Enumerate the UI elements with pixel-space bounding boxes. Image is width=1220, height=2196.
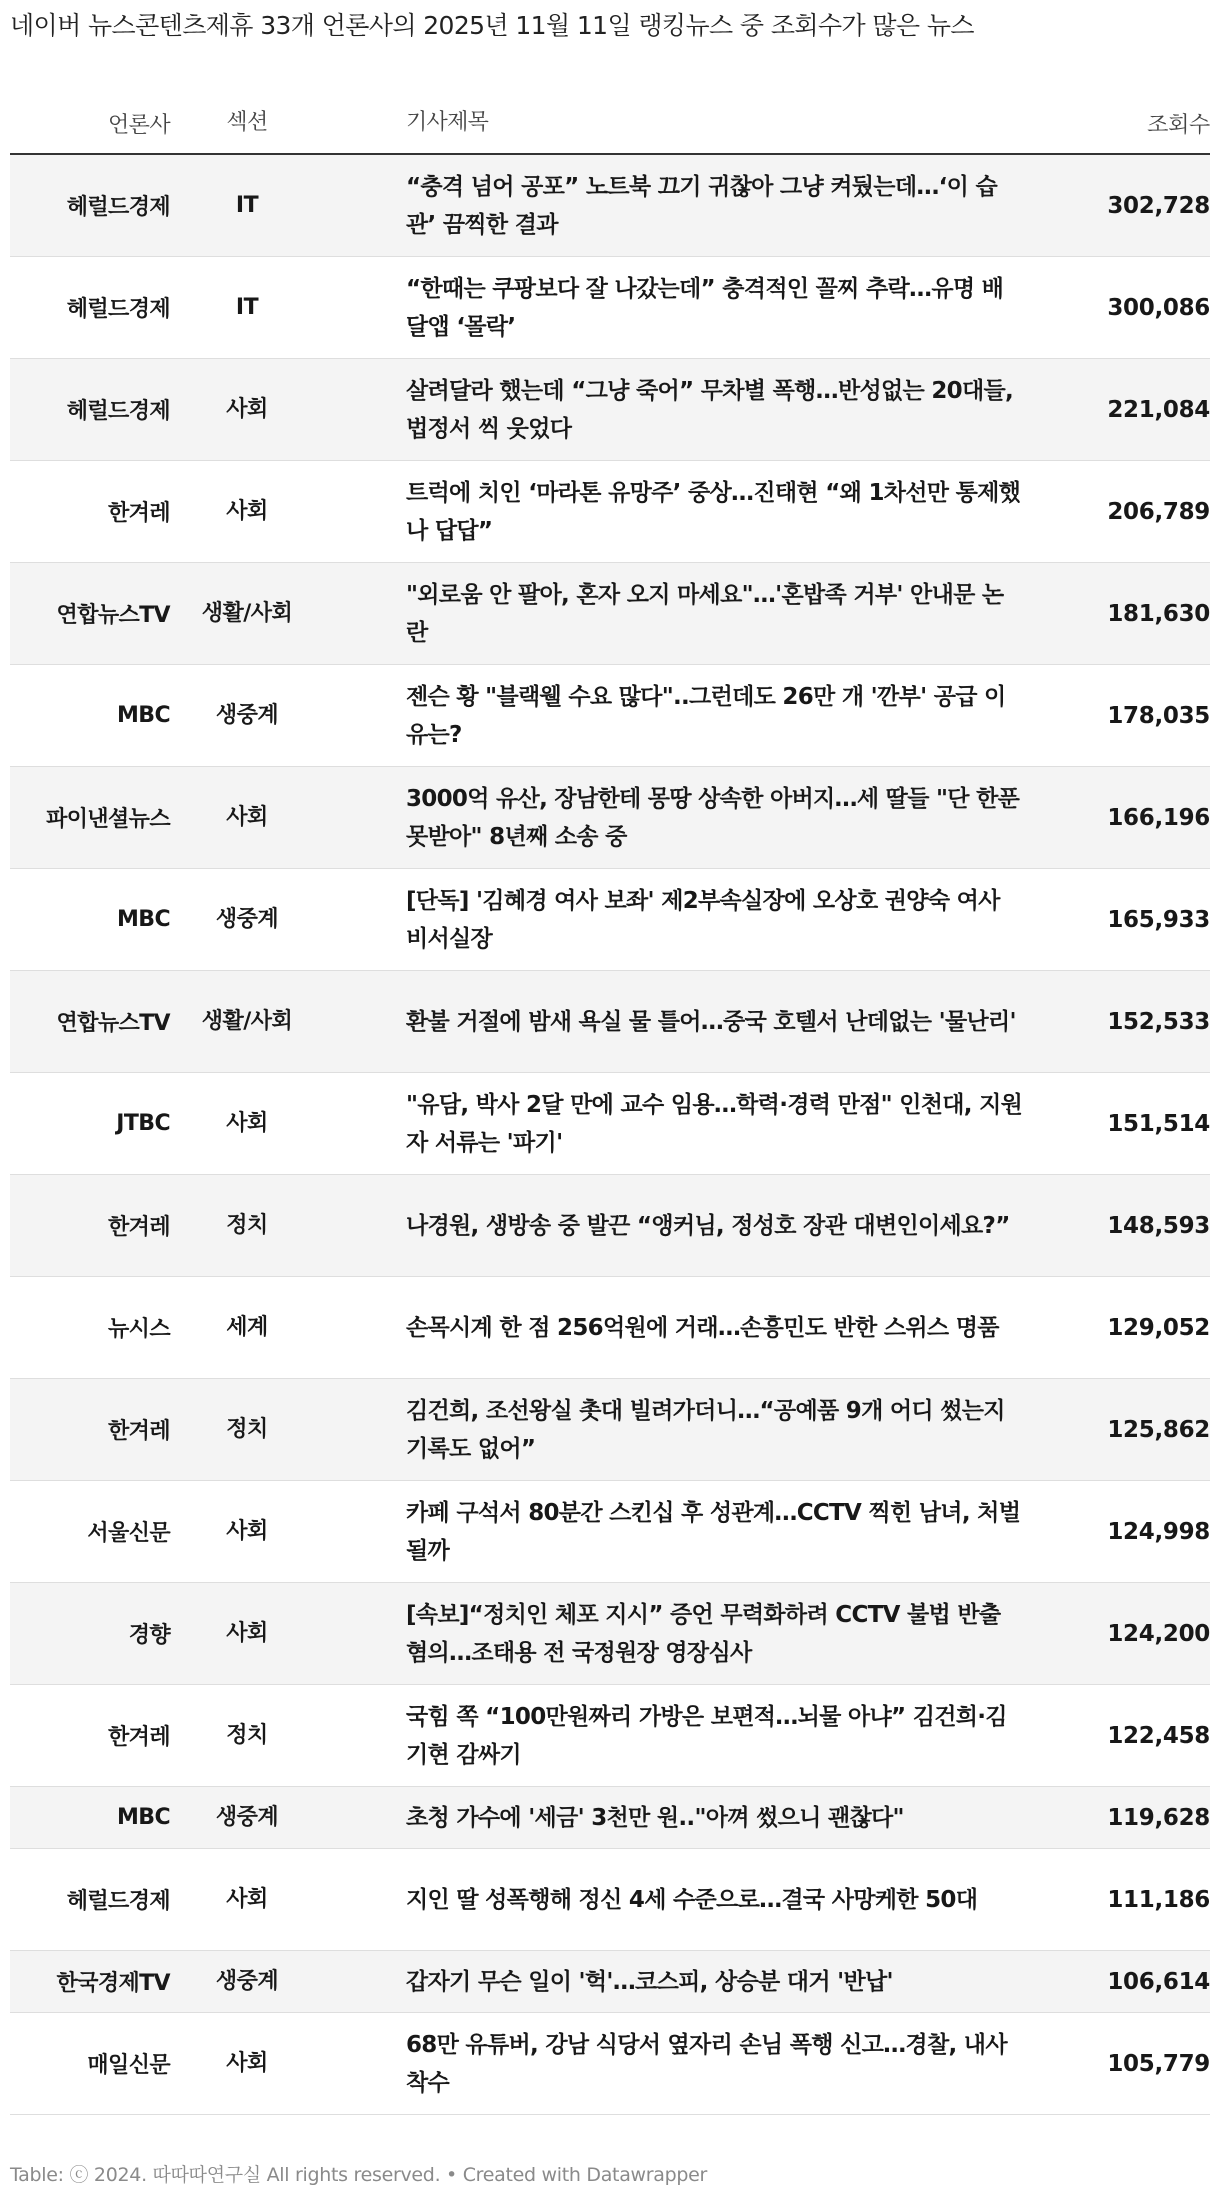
table-row — [10, 1787, 1210, 1849]
headline-cell: “충격 넘어 공포” 노트북 끄기 귀찮아 그냥 켜뒀는데…‘이 습관’ 끔찍한 결과 — [406, 173, 998, 238]
table-row — [10, 257, 1210, 359]
ranking-table — [10, 93, 1210, 2115]
table-row — [10, 1277, 1210, 1379]
views-cell: 119,628 — [1107, 1804, 1210, 1831]
section-cell: IT — [235, 294, 259, 320]
press-cell: 연합뉴스TV — [56, 1011, 170, 1036]
table-row — [10, 155, 1210, 257]
section-cell: 정치 — [226, 1416, 268, 1442]
headline-cell: "외로움 안 팔아, 혼자 오지 마세요"…'혼밥족 거부' 안내문 논란 — [406, 581, 1004, 646]
table-row — [10, 461, 1210, 563]
table-row — [10, 359, 1210, 461]
section-cell: 사회 — [226, 498, 268, 524]
headline-cell: [단독] '김혜경 여사 보좌' 제2부속실장에 오상호 권양숙 여사 비서실장 — [406, 887, 1000, 952]
press-cell: 한국경제TV — [56, 1971, 170, 1996]
headline-cell: 젠슨 황 "블랙웰 수요 많다"..그런데도 26만 개 '깐부' 공급 이유는? — [406, 683, 1006, 748]
table-row — [10, 1583, 1210, 1685]
press-cell: 헤럴드경제 — [66, 399, 170, 424]
table-title: 네이버 뉴스콘텐츠제휴 33개 언론사의 2025년 11월 11일 랭킹뉴스 중 조회수가 많은 뉴스 — [10, 11, 974, 40]
headline-cell: 트럭에 치인 ‘마라톤 유망주’ 중상…진태현 “왜 1차선만 통제했나 답답” — [406, 479, 1021, 544]
views-cell: 106,614 — [1107, 1968, 1210, 1995]
table-row — [10, 767, 1210, 869]
headline-cell: 손목시계 한 점 256억원에 거래…손흥민도 반한 스위스 명품 — [406, 1314, 999, 1341]
views-cell: 124,998 — [1107, 1518, 1210, 1545]
views-cell: 178,035 — [1107, 702, 1210, 729]
press-cell: MBC — [116, 1805, 170, 1830]
headline-cell: 초청 가수에 '세금' 3천만 원.."아껴 썼으니 괜찮다" — [406, 1804, 904, 1831]
press-cell: 경향 — [128, 1623, 170, 1648]
views-cell: 206,789 — [1107, 498, 1210, 525]
press-cell: 헤럴드경제 — [66, 297, 170, 322]
section-cell: 사회 — [226, 1518, 268, 1544]
section-cell: IT — [235, 192, 259, 218]
headline-cell: 살려달라 했는데 “그냥 죽어” 무차별 폭행…반성없는 20대들, 법정서 씩 웃었다 — [406, 377, 1014, 442]
press-cell: 서울신문 — [87, 1521, 170, 1546]
section-cell: 정치 — [226, 1722, 268, 1748]
press-cell: 한겨레 — [108, 1725, 170, 1750]
views-cell: 125,862 — [1107, 1416, 1210, 1443]
views-cell: 181,630 — [1107, 600, 1210, 627]
table-row — [10, 971, 1210, 1073]
views-cell: 302,728 — [1107, 192, 1210, 219]
section-cell: 사회 — [226, 2050, 268, 2076]
views-cell: 221,084 — [1107, 396, 1210, 423]
headline-cell: 68만 유튜버, 강남 식당서 옆자리 손님 폭행 신고…경찰, 내사 착수 — [406, 2031, 1007, 2096]
press-cell: 뉴시스 — [108, 1317, 170, 1342]
section-cell: 정치 — [226, 1212, 268, 1238]
press-cell: MBC — [116, 703, 170, 728]
views-cell: 105,779 — [1107, 2050, 1210, 2077]
table-row — [10, 1849, 1210, 1951]
views-cell: 129,052 — [1107, 1314, 1210, 1341]
headline-cell: 나경원, 생방송 중 발끈 “앵커님, 정성호 장관 대변인이세요?” — [406, 1212, 1010, 1239]
press-cell: 한겨레 — [108, 501, 170, 526]
section-cell: 생중계 — [215, 1804, 279, 1830]
press-cell: 연합뉴스TV — [56, 603, 170, 628]
headline-cell: 갑자기 무슨 일이 '헉'…코스피, 상승분 대거 '반납' — [406, 1968, 893, 1995]
section-cell: 생중계 — [215, 906, 279, 932]
table-row — [10, 563, 1210, 665]
table-row — [10, 1175, 1210, 1277]
table-row — [10, 869, 1210, 971]
views-cell: 300,086 — [1107, 294, 1210, 321]
headline-cell: 환불 거절에 밤새 욕실 물 틀어…중국 호텔서 난데없는 '물난리' — [406, 1008, 1016, 1035]
press-cell: 파이낸셜뉴스 — [46, 807, 170, 832]
section-cell: 세계 — [226, 1314, 268, 1340]
table-row — [10, 1685, 1210, 1787]
table-row — [10, 1379, 1210, 1481]
press-cell: 한겨레 — [108, 1215, 170, 1240]
table-header — [10, 93, 1210, 155]
headline-cell: 국힘 쪽 “100만원짜리 가방은 보편적…뇌물 아냐” 김건희·김기현 감싸기 — [406, 1703, 1007, 1768]
views-cell: 124,200 — [1107, 1620, 1210, 1647]
table-row — [10, 1481, 1210, 1583]
section-cell: 생중계 — [215, 1968, 279, 1994]
views-cell: 151,514 — [1107, 1110, 1210, 1137]
press-cell: MBC — [116, 907, 170, 932]
press-cell: 헤럴드경제 — [66, 195, 170, 220]
table-row — [10, 665, 1210, 767]
headline-cell: 김건희, 조선왕실 촛대 빌려가더니…“공예품 9개 어디 썼는지 기록도 없어” — [406, 1397, 1005, 1462]
headline-cell: “한때는 쿠팡보다 잘 나갔는데” 충격적인 꼴찌 추락…유명 배달앱 ‘몰락’ — [406, 275, 1004, 340]
section-cell: 생활/사회 — [201, 600, 293, 626]
press-cell: 한겨레 — [108, 1419, 170, 1444]
section-cell: 사회 — [226, 1110, 268, 1136]
table-row — [10, 1073, 1210, 1175]
headline-cell: 지인 딸 성폭행해 정신 4세 수준으로…결국 사망케한 50대 — [406, 1886, 978, 1913]
headline-cell: 3000억 유산, 장남한테 몽땅 상속한 아버지…세 딸들 "단 한푼 못받아" 8년째 소송 중 — [406, 785, 1020, 850]
views-cell: 166,196 — [1107, 804, 1210, 831]
column-header-headline[interactable]: 기사제목 — [406, 110, 489, 135]
table-row — [10, 1951, 1210, 2013]
views-cell: 111,186 — [1107, 1886, 1210, 1913]
views-cell: 165,933 — [1107, 906, 1210, 933]
views-cell: 148,593 — [1107, 1212, 1210, 1239]
table-row — [10, 2013, 1210, 2115]
headline-cell: [속보]“정치인 체포 지시” 증언 무력화하려 CCTV 불법 반출 혐의…조태용 전 국정원장 영장심사 — [406, 1601, 1001, 1666]
section-cell: 사회 — [226, 1886, 268, 1912]
column-header-press[interactable]: 언론사 — [108, 112, 170, 138]
press-cell: 헤럴드경제 — [66, 1889, 170, 1914]
views-cell: 152,533 — [1107, 1008, 1210, 1035]
press-cell: 매일신문 — [87, 2053, 170, 2078]
views-cell: 122,458 — [1107, 1722, 1210, 1749]
column-header-views[interactable]: 조회수 — [1147, 112, 1210, 138]
column-header-section[interactable]: 섹션 — [226, 110, 268, 135]
table-footer: Table: ⓒ 2024. 따따따연구실 All rights reserved. • Created with Datawrapper — [10, 2164, 708, 2186]
section-cell: 사회 — [226, 804, 268, 830]
headline-cell: "유담, 박사 2달 만에 교수 임용…학력·경력 만점" 인천대, 지원자 서류는 '파기' — [406, 1091, 1023, 1156]
section-cell: 생활/사회 — [201, 1008, 293, 1034]
press-cell: JTBC — [116, 1111, 170, 1136]
section-cell: 사회 — [226, 1620, 268, 1646]
headline-cell: 카페 구석서 80분간 스킨십 후 성관계…CCTV 찍힌 남녀, 처벌될까 — [406, 1499, 1021, 1564]
section-cell: 사회 — [226, 396, 268, 422]
section-cell: 생중계 — [215, 702, 279, 728]
